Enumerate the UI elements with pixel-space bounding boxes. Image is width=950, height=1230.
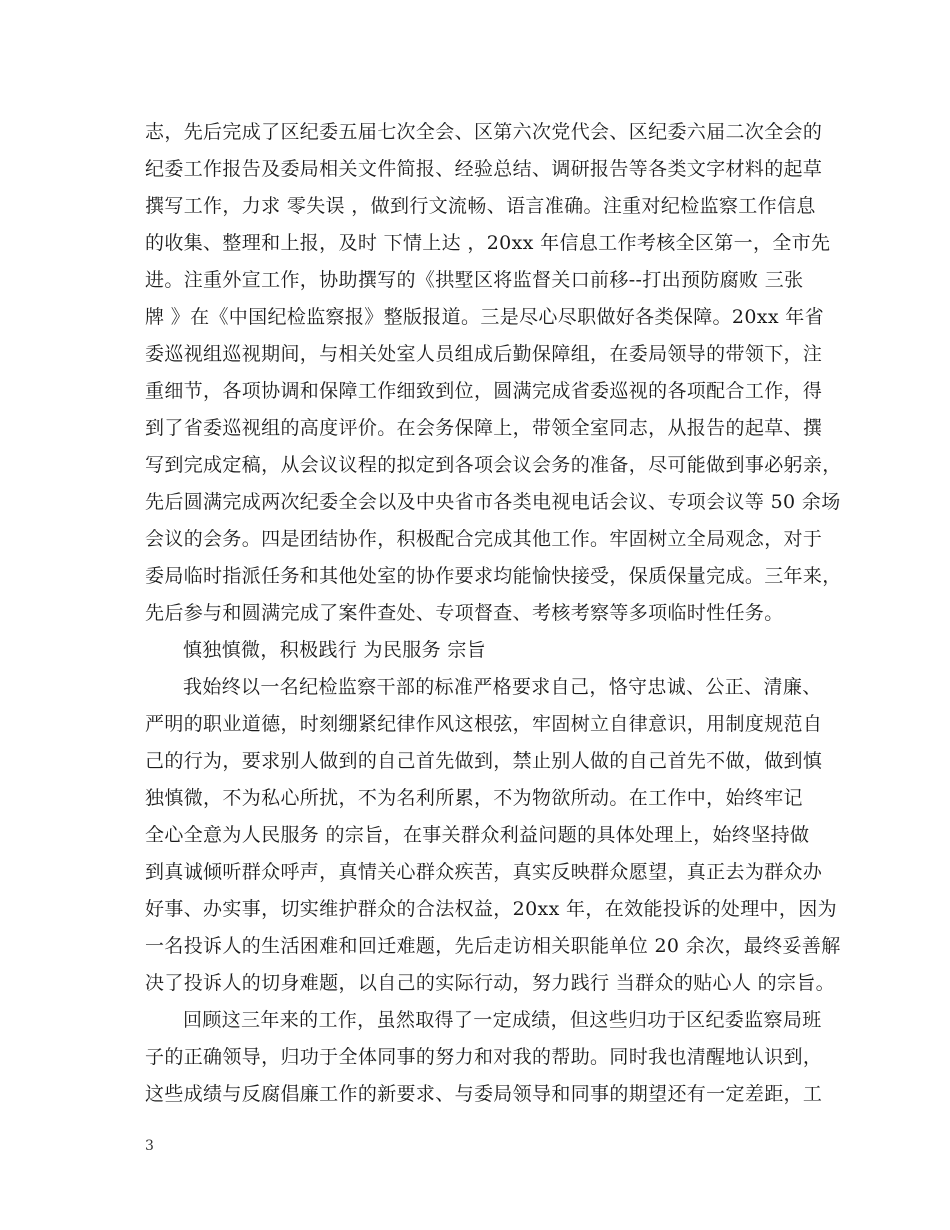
body-line: 进。注重外宣工作，协助撰写的《拱墅区将监督关口前移--打出预防腐败 三张 bbox=[145, 269, 804, 291]
body-line: 重细节，各项协调和保障工作细致到位，圆满完成省委巡视的各项配合工作，得 bbox=[145, 380, 823, 402]
section-heading: 慎独慎微，积极践行 为民服务 宗旨 bbox=[183, 639, 487, 661]
body-line: 独慎微，不为私心所扰，不为名利所累，不为物欲所动。在工作中，始终牢记 bbox=[145, 787, 803, 809]
page-number: 3 bbox=[145, 1138, 154, 1154]
body-line: 这些成绩与反腐倡廉工作的新要求、与委局领导和同事的期望还有一定差距，工 bbox=[145, 1083, 823, 1105]
body-line: 严明的职业道德，时刻绷紧纪律作风这根弦，牢固树立自律意识，用制度规范自 bbox=[145, 713, 823, 735]
body-line: 写到完成定稿，从会议议程的拟定到各项会议会务的准备，尽可能做到事必躬亲， bbox=[145, 454, 842, 476]
body-line: 委巡视组巡视期间，与相关处室人员组成后勤保障组，在委局领导的带领下，注 bbox=[145, 343, 823, 365]
body-line: 决了投诉人的切身难题，以自己的实际行动，努力践行 当群众的贴心人 的宗旨。 bbox=[145, 972, 836, 994]
body-line: 委局临时指派任务和其他处室的协作要求均能愉快接受，保质保量完成。三年来， bbox=[145, 565, 842, 587]
body-line: 到真诚倾听群众呼声，真情关心群众疾苦，真实反映群众愿望，真正去为群众办 bbox=[145, 861, 823, 883]
body-line: 到了省委巡视组的高度评价。在会务保障上，带领全室同志，从报告的起草、撰 bbox=[145, 417, 823, 439]
body-line: 的收集、整理和上报，及时 下情上达 ，20xx 年信息工作考核全区第一，全市先 bbox=[145, 232, 831, 254]
body-line: 子的正确领导，归功于全体同事的努力和对我的帮助。同时我也清醒地认识到， bbox=[145, 1046, 823, 1068]
body-line: 全心全意为人民服务 的宗旨，在事关群众利益问题的具体处理上，始终坚持做 bbox=[145, 824, 810, 846]
body-line: 回顾这三年来的工作，虽然取得了一定成绩，但这些归功于区纪委监察局班 bbox=[183, 1009, 822, 1031]
body-line: 先后圆满完成两次纪委全会以及中央省市各类电视电话会议、专项会议等 50 余场 bbox=[145, 491, 841, 513]
body-line: 会议的会务。四是团结协作，积极配合完成其他工作。牢固树立全局观念，对于 bbox=[145, 528, 823, 550]
body-line: 我始终以一名纪检监察干部的标准严格要求自己，恪守忠诚、公正、清廉、 bbox=[183, 676, 822, 698]
body-line: 纪委工作报告及委局相关文件简报、经验总结、调研报告等各类文字材料的起草 bbox=[145, 158, 823, 180]
body-line: 一名投诉人的生活困难和回迁难题，先后走访相关职能单位 20 余次，最终妥善解 bbox=[145, 935, 841, 957]
body-line: 己的行为，要求别人做到的自己首先做到，禁止别人做的自己首先不做，做到慎 bbox=[145, 750, 823, 772]
body-line: 撰写工作，力求 零失误 ，做到行文流畅、语言准确。注重对纪检监察工作信息 bbox=[145, 195, 816, 217]
body-line: 志，先后完成了区纪委五届七次全会、区第六次党代会、区纪委六届二次全会的 bbox=[145, 121, 823, 143]
body-line: 先后参与和圆满完成了案件查处、专项督查、考核考察等多项临时性任务。 bbox=[145, 602, 784, 624]
body-line: 牌 》在《中国纪检监察报》整版报道。三是尽心尽职做好各类保障。20xx 年省 bbox=[145, 306, 824, 328]
body-line: 好事、办实事，切实维护群众的合法权益，20xx 年，在效能投诉的处理中，因为 bbox=[145, 898, 837, 920]
